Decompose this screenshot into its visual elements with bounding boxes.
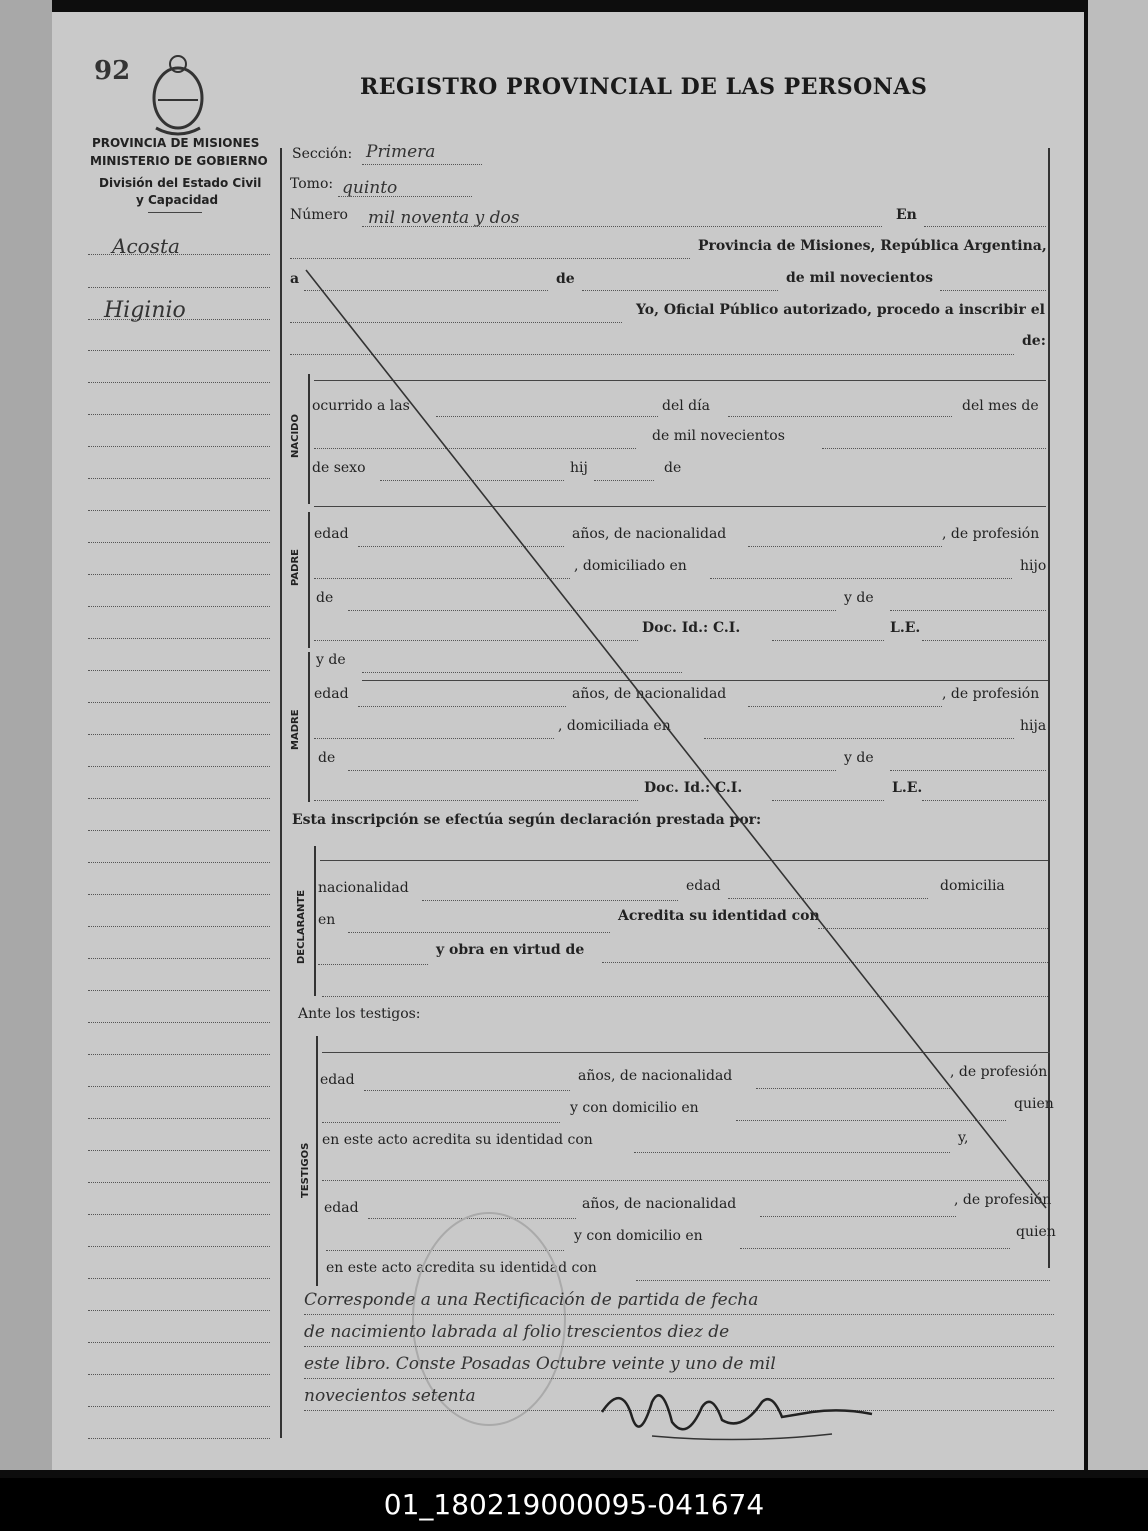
- yo-text: Yo, Oficial Público autorizado, procedo a inscribir el: [636, 302, 1045, 318]
- testigos-text: Ante los testigos:: [298, 1006, 421, 1022]
- seccion-value: Primera: [366, 142, 436, 162]
- testigo1-edad-label: edad: [320, 1072, 355, 1088]
- padre-y-de-label: y de: [844, 590, 874, 606]
- en-label: En: [896, 207, 917, 223]
- padre-le-label: L.E.: [890, 620, 921, 636]
- madre-y-de-label: y de: [316, 652, 346, 668]
- padre-profesion-label: , de profesión: [942, 526, 1040, 542]
- padre-edad-label: edad: [314, 526, 349, 542]
- document-id-footer: 01_180219000095-041674: [0, 1478, 1148, 1531]
- ocurrido-label: ocurrido a las: [312, 398, 410, 414]
- de-sexo-label: de sexo: [312, 460, 366, 476]
- tomo-label: Tomo:: [290, 176, 334, 192]
- madre-anos-nac-label: años, de nacionalidad: [572, 686, 727, 702]
- a-label: a: [290, 271, 300, 287]
- numero-label: Número: [290, 207, 348, 223]
- madre-de-label: de: [318, 750, 336, 766]
- annotation-rule-2: [304, 1346, 1054, 1347]
- padre-doc-label: Doc. Id.: C.I.: [642, 620, 741, 636]
- testigo1-acredita-label: en este acto acredita su identidad con: [322, 1132, 593, 1148]
- declarante-domicilia-label: domicilia: [940, 878, 1005, 894]
- tomo-value: quinto: [342, 178, 398, 198]
- hij-label: hij: [570, 460, 588, 476]
- testigos-section-label: TESTIGOS: [300, 1142, 311, 1198]
- nacido-section-label: NACIDO: [290, 414, 301, 458]
- testigo1-anos-nac-label: años, de nacionalidad: [578, 1068, 733, 1084]
- nacido-de-label: de: [664, 460, 682, 476]
- mil-novecientos-label: de mil novecientos: [786, 270, 934, 286]
- issuer-province: PROVINCIA DE MISIONES: [92, 136, 260, 150]
- issuer-capacity: y Capacidad: [136, 193, 219, 207]
- madre-edad-label: edad: [314, 686, 349, 702]
- padre-section-label: PADRE: [290, 549, 301, 586]
- form-title: REGISTRO PROVINCIAL DE LAS PERSONAS: [360, 74, 928, 100]
- del-dia-label: del día: [662, 398, 710, 414]
- testigo2-anos-nac-label: años, de nacionalidad: [582, 1196, 737, 1212]
- margin-surname: Acosta: [112, 234, 180, 258]
- testigo2-domicilio-label: y con domicilio en: [574, 1228, 703, 1244]
- testigo1-domicilio-label: y con domicilio en: [570, 1100, 699, 1116]
- annotation-rule-1: [304, 1314, 1054, 1315]
- madre-profesion-label: , de profesión: [942, 686, 1040, 702]
- de-label: de: [556, 271, 575, 287]
- register-page: [52, 12, 1084, 1470]
- official-signature: [592, 1372, 912, 1452]
- diagonal-cancel-line: [52, 12, 1084, 1470]
- testigo2-quien-label: quien: [1016, 1224, 1056, 1240]
- madre-le-label: L.E.: [892, 780, 923, 796]
- padre-domiciliado-label: , domiciliado en: [574, 558, 687, 574]
- testigo1-y-label: y,: [958, 1130, 969, 1146]
- annotation-line-1: Corresponde a una Rectificación de partida de fecha: [304, 1290, 759, 1310]
- issuer-ministry: MINISTERIO DE GOBIERNO: [90, 154, 268, 168]
- declarante-acredita-label: Acredita su identidad con: [618, 908, 820, 924]
- margin-given-name: Higinio: [104, 298, 186, 323]
- testigo2-profesion-label: , de profesión: [954, 1192, 1052, 1208]
- testigo2-acredita-label: en este acto acredita su identidad con: [326, 1260, 597, 1276]
- left-page-edge: [0, 0, 52, 1470]
- testigo1-quien-label: quien: [1014, 1096, 1054, 1112]
- madre-domiciliada-label: , domiciliada en: [558, 718, 671, 734]
- declarante-section-label: DECLARANTE: [296, 889, 307, 964]
- de-mil-label: de mil novecientos: [652, 428, 785, 444]
- padre-de-label: de: [316, 590, 334, 606]
- testigo2-edad-label: edad: [324, 1200, 359, 1216]
- del-mes-label: del mes de: [962, 398, 1039, 414]
- seccion-label: Sección:: [292, 146, 353, 162]
- testigo1-profesion-label: , de profesión: [950, 1064, 1048, 1080]
- annotation-line-2: de nacimiento labrada al folio trescientos diez de: [304, 1322, 730, 1342]
- provincia-text: Provincia de Misiones, República Argentina,: [698, 238, 1047, 254]
- numero-value: mil noventa y dos: [368, 208, 520, 228]
- issuer-division: División del Estado Civil: [99, 176, 262, 190]
- right-page-edge: [1088, 0, 1148, 1470]
- annotation-line-3: este libro. Conste Posadas Octubre veinte y uno de mil: [304, 1354, 776, 1374]
- madre-doc-label: Doc. Id.: C.I.: [644, 780, 743, 796]
- madre-section-label: MADRE: [290, 709, 301, 750]
- declarante-edad-label: edad: [686, 878, 721, 894]
- page-number: 92: [94, 56, 131, 86]
- annotation-line-4: novecientos setenta: [304, 1386, 476, 1406]
- padre-hijo-label: hijo: [1020, 558, 1047, 574]
- declarante-nacionalidad-label: nacionalidad: [318, 880, 409, 896]
- declarante-en-label: en: [318, 912, 336, 928]
- padre-anos-nac-label: años, de nacionalidad: [572, 526, 727, 542]
- de-colon-label: de:: [1022, 333, 1046, 349]
- madre-hija-label: hija: [1020, 718, 1047, 734]
- madre-y-de2-label: y de: [844, 750, 874, 766]
- declaracion-text: Esta inscripción se efectúa según declaración prestada por:: [292, 812, 762, 828]
- declarante-obra-label: y obra en virtud de: [436, 942, 585, 958]
